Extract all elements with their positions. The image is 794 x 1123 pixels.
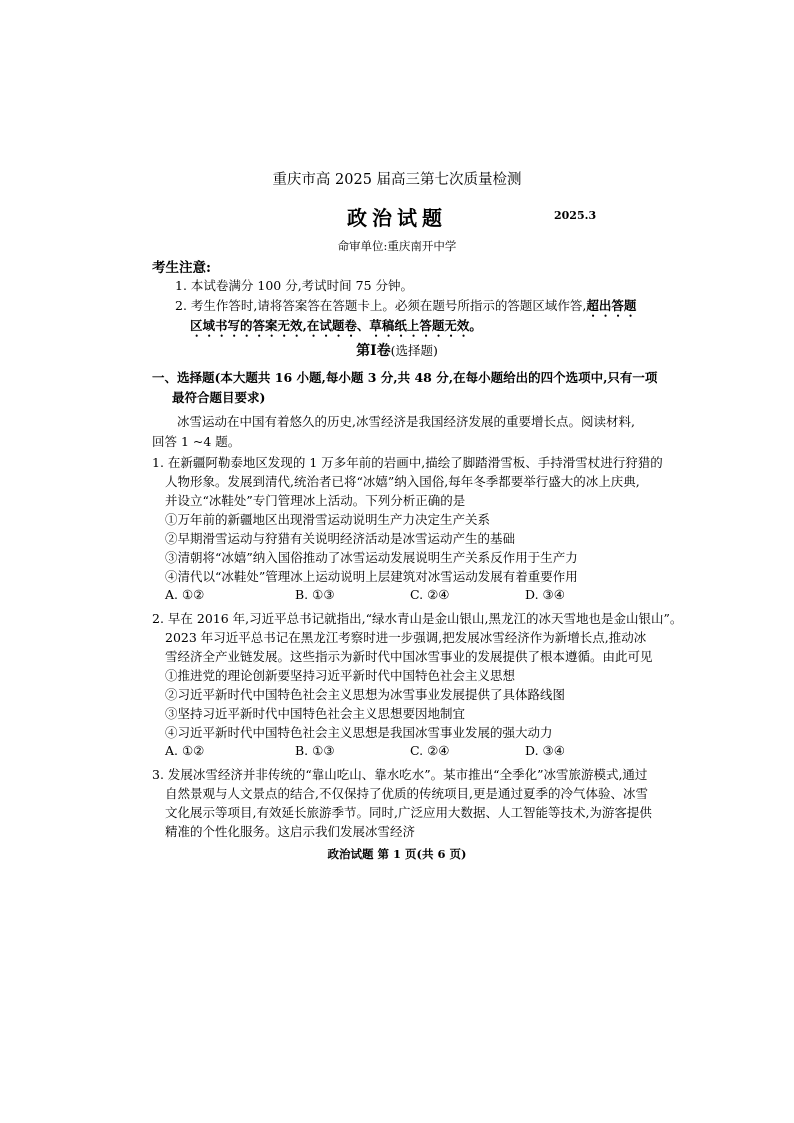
q2-option-a: A. ①② — [165, 743, 205, 758]
notice-emphasis-2: 区域书写的答案无效 — [190, 318, 303, 333]
q1-statement-2: ②早期滑雪运动与狩猎有关说明经济活动是冰雪运动产生的基础 — [165, 531, 516, 546]
notice-period: 。 — [469, 318, 482, 333]
notice-item-2-text: 2. 考生作答时,请将答案答在答题卡上。必须在题号所指示的答题区域作答, — [175, 298, 587, 313]
notice-item-1: 1. 本试卷满分 100 分,考试时间 75 分钟。 — [175, 278, 414, 293]
q1-stem-line-3: 并设立“冰鞋处”专门管理冰上活动。下列分析正确的是 — [165, 493, 466, 508]
q2-statement-1: ①推进党的理论创新要坚持习近平新时代中国特色社会主义思想 — [165, 668, 516, 683]
q2-option-d: D. ③④ — [525, 743, 565, 758]
q3-stem-line-2: 自然景观与人文景点的结合,不仅保持了优质的传统项目,更是通过夏季的冷气体验、冰雪 — [165, 786, 648, 801]
q2-stem-line-3: 雪经济全产业链发展。这些指示为新时代中国冰雪事业的发展提供了根本遵循。由此可见 — [165, 649, 653, 664]
q3-stem-line-4: 精准的个性化服务。这启示我们发展冰雪经济 — [165, 824, 416, 839]
page-footer: 政治试题 第 1 页(共 6 页) — [327, 847, 467, 861]
q1-option-c: C. ②④ — [410, 587, 450, 602]
exam-date: 2025.3 — [554, 209, 597, 222]
q3-stem-line-1: 3. 发展冰雪经济并非传统的“靠山吃山、靠水吃水”。某市推出“全季化”冰雪旅游模式,通过 — [152, 767, 648, 782]
q2-option-c: C. ②④ — [410, 743, 450, 758]
section-title — [0, 340, 794, 360]
notice-comma: , — [302, 318, 307, 333]
q2-option-b: B. ①③ — [295, 743, 335, 758]
q1-stem-line-2: 人物形象。发展到清代,统治者已将“冰嬉”纳入国俗,每年冬季都要举行盛大的冰上庆典, — [165, 474, 640, 489]
q2-stem-line-2: 2023 年习近平总书记在黑龙江考察时进一步强调,把发展冰雪经济作为新增长点,推动冰 — [165, 630, 647, 645]
q1-option-b: B. ①③ — [295, 587, 335, 602]
notice-heading: 考生注意: — [152, 260, 211, 276]
q1-statement-4: ④清代以“冰鞋处”管理冰上运动说明上层建筑对冰雪运动发展有着重要作用 — [165, 569, 578, 584]
q3-stem-line-3: 文化展示等项目,有效延长旅游季节。同时,广泛应用大数据、人工智能等技术,为游客提供 — [165, 805, 652, 820]
notice-item-2-line-2 — [190, 316, 482, 340]
q2-statement-4: ④习近平新时代中国特色社会主义思想是我国冰雪事业发展的强大动力 — [165, 725, 553, 740]
q1-statement-1: ①万年前的新疆地区出现滑雪运动说明生产力决定生产关系 — [165, 512, 491, 527]
q2-statement-2: ②习近平新时代中国特色社会主义思想为冰雪事业发展提供了具体路线图 — [165, 687, 566, 702]
part1-instruction-line-1: 一、选择题(本大题共 16 小题,每小题 3 分,共 48 分,在每小题给出的四个选项中,只有一项 — [152, 370, 658, 385]
setting-unit: 命审单位:重庆南开中学 — [337, 239, 457, 253]
q1-stem-line-1: 1. 在新疆阿勒泰地区发现的 1 万多年前的岩画中,描绘了脚踏滑雪板、手持滑雪杖进行狩猎的 — [152, 455, 663, 470]
notice-emphasis-3: 在试题卷、草稿纸上答题无效 — [306, 318, 470, 333]
part1-instruction-line-2: 最符合题目要求) — [172, 390, 266, 405]
q2-statement-3: ③坚持习近平新时代中国特色社会主义思想要因地制宜 — [165, 706, 466, 721]
exam-name: 重庆市高 2025 届高三第七次质量检测 — [272, 172, 522, 188]
q2-stem-line-1: 2. 早在 2016 年,习近平总书记就指出,“绿水青山是金山银山,黑龙江的冰天雪地也是金山银山”。 — [152, 611, 683, 626]
material-intro-line-1: 冰雪运动在中国有着悠久的历史,冰雪经济是我国经济发展的重要增长点。阅读材料, — [177, 414, 635, 429]
q1-option-d: D. ③④ — [525, 587, 565, 602]
q1-statement-3: ③清朝将“冰嬉”纳入国俗推动了冰雪运动发展说明生产关系反作用于生产力 — [165, 550, 578, 565]
section-title-main: 第Ⅰ卷 — [356, 343, 391, 359]
subject-title: 政治试题 — [347, 206, 447, 230]
q1-option-a: A. ①② — [165, 587, 205, 602]
section-subtitle: (选择题) — [390, 343, 438, 358]
notice-emphasis-1: 超出答题 — [586, 298, 637, 313]
material-intro-line-2: 回答 1 ~4 题。 — [152, 434, 241, 449]
